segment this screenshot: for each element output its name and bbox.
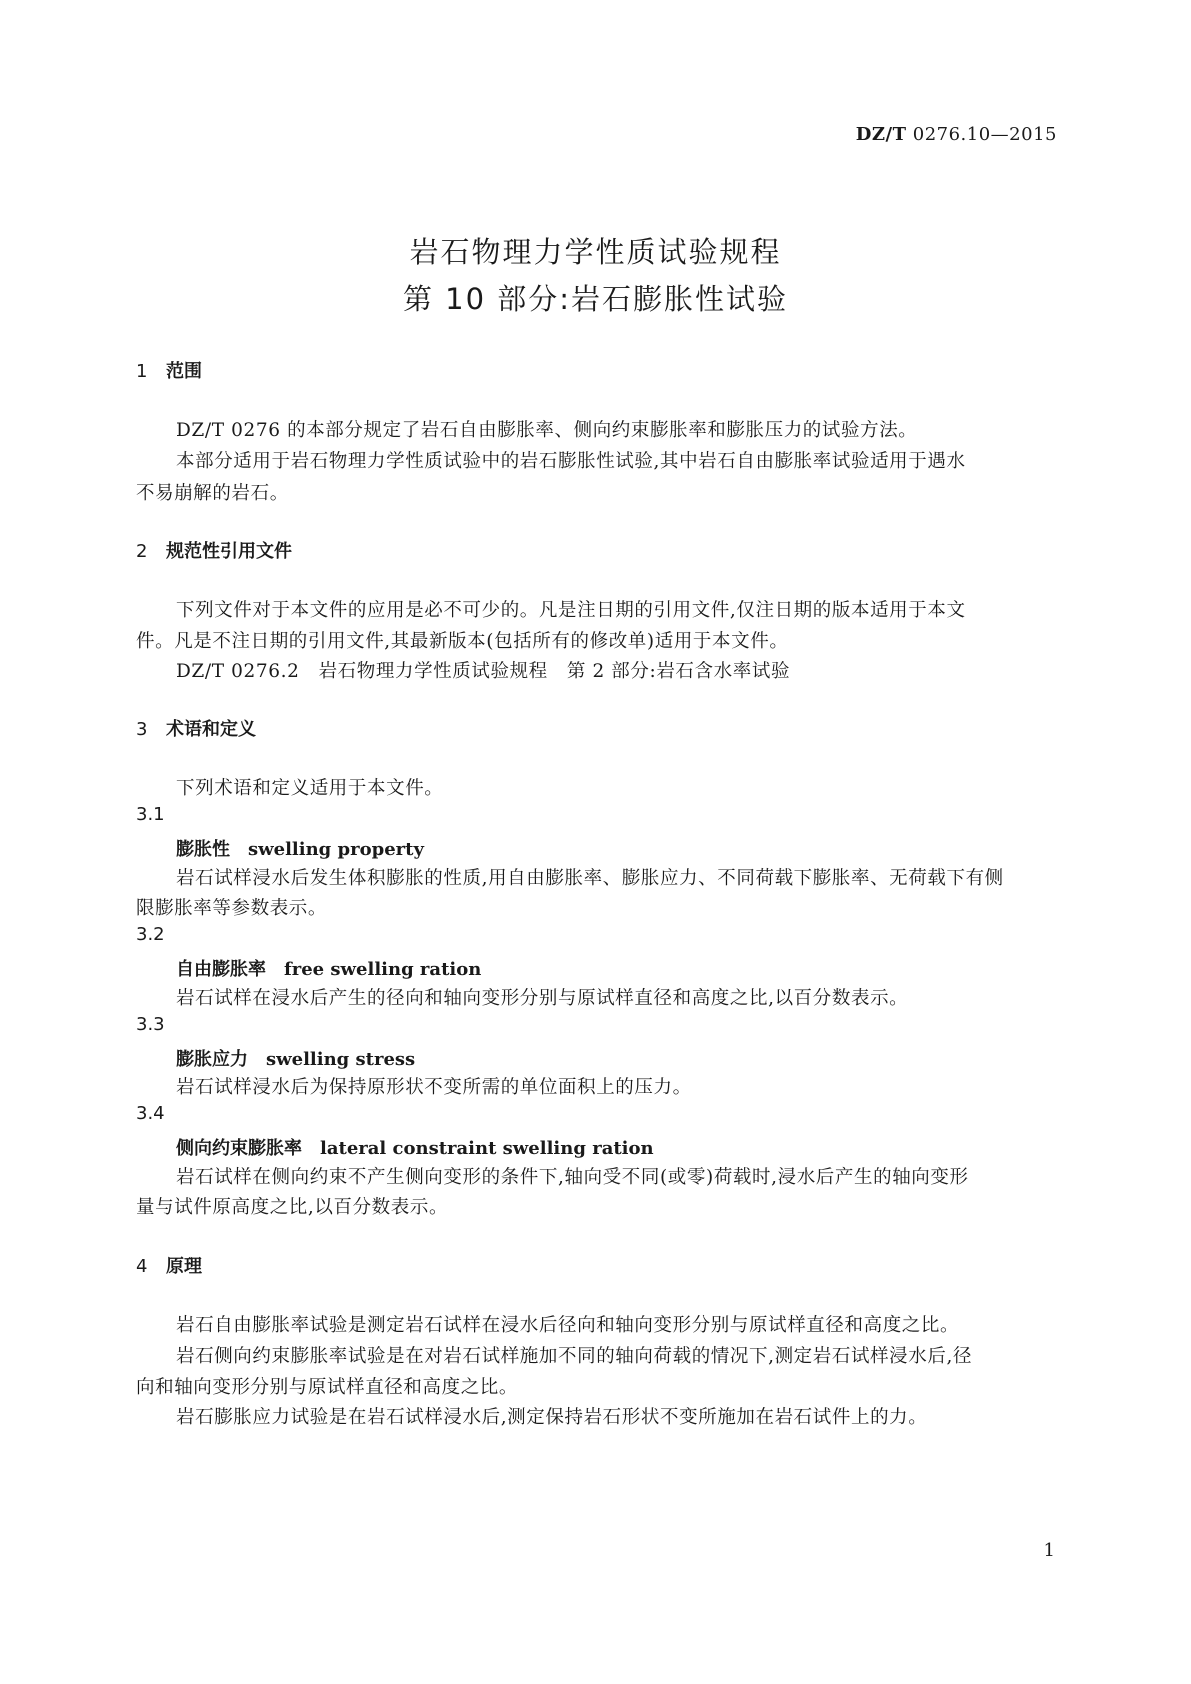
s4-paragraph-2b: 向和轴向变形分别与原试样直径和高度之比。 (136, 1377, 519, 1398)
s2-normative-reference: DZ/T 0276.2 岩石物理力学性质试验规程 第 2 部分:岩石含水率试验 (176, 661, 791, 682)
section-title: 范围 (166, 361, 202, 382)
doc-title-line2: 第 10 部分:岩石膨胀性试验 (402, 282, 789, 316)
standard-code-prefix: DZ/T (855, 124, 907, 145)
s3-intro: 下列术语和定义适用于本文件。 (176, 778, 444, 799)
section-3-heading (136, 715, 256, 741)
term-3-4-definition-a: 岩石试样在侧向约束不产生侧向变形的条件下,轴向受不同(或零)荷载时,浸水后产生的轴向变形 (176, 1167, 969, 1188)
term-3-1-definition-a: 岩石试样浸水后发生体积膨胀的性质,用自由膨胀率、膨胀应力、不同荷载下膨胀率、无荷载下有侧 (176, 868, 1004, 889)
s1-paragraph-2b: 不易崩解的岩石。 (136, 483, 289, 504)
term-en: free swelling ration (284, 959, 482, 980)
term-en: swelling property (248, 839, 424, 860)
term-3-2-definition: 岩石试样在浸水后产生的径向和轴向变形分别与原试样直径和高度之比,以百分数表示。 (176, 988, 909, 1009)
term-3-3-definition: 岩石试样浸水后为保持原形状不变所需的单位面积上的压力。 (176, 1077, 692, 1098)
term-3-4-number: 3.4 (136, 1103, 165, 1124)
term-cn: 自由膨胀率 (176, 959, 266, 980)
section-2-heading (136, 537, 292, 563)
s1-paragraph-1: DZ/T 0276 的本部分规定了岩石自由膨胀率、侧向约束膨胀率和膨胀压力的试验方法。 (176, 420, 918, 441)
term-3-1 (176, 835, 424, 861)
section-title: 术语和定义 (166, 719, 256, 740)
section-1-heading (136, 357, 202, 383)
s2-paragraph-1a: 下列文件对于本文件的应用是必不可少的。凡是注日期的引用文件,仅注日期的版本适用于本文 (176, 600, 966, 621)
term-cn: 膨胀应力 (176, 1049, 248, 1070)
term-3-4-definition-b: 量与试件原高度之比,以百分数表示。 (136, 1197, 449, 1218)
term-3-2-number: 3.2 (136, 924, 165, 945)
term-cn: 膨胀性 (176, 839, 230, 860)
doc-title-line1: 岩石物理力学性质试验规程 (409, 235, 782, 269)
standard-code-number: 0276.10—2015 (912, 124, 1057, 145)
section-number: 3 (136, 719, 148, 740)
section-title: 原理 (166, 1256, 202, 1277)
s4-paragraph-1: 岩石自由膨胀率试验是测定岩石试样在浸水后径向和轴向变形分别与原试样直径和高度之比。 (176, 1315, 960, 1336)
term-3-3-number: 3.3 (136, 1014, 165, 1035)
section-title: 规范性引用文件 (166, 541, 292, 562)
term-en: swelling stress (266, 1049, 416, 1070)
section-number: 4 (136, 1256, 148, 1277)
term-3-4 (176, 1134, 654, 1160)
term-cn: 侧向约束膨胀率 (176, 1138, 302, 1159)
term-3-2 (176, 955, 481, 981)
term-3-1-definition-b: 限膨胀率等参数表示。 (136, 898, 328, 919)
s4-paragraph-2a: 岩石侧向约束膨胀率试验是在对岩石试样施加不同的轴向荷载的情况下,测定岩石试样浸水后,径 (176, 1346, 973, 1367)
section-4-heading (136, 1252, 202, 1278)
s4-paragraph-3: 岩石膨胀应力试验是在岩石试样浸水后,测定保持岩石形状不变所施加在岩石试件上的力。 (176, 1407, 928, 1428)
section-number: 2 (136, 541, 148, 562)
s1-paragraph-2a: 本部分适用于岩石物理力学性质试验中的岩石膨胀性试验,其中岩石自由膨胀率试验适用于遇水 (176, 451, 966, 472)
term-3-1-number: 3.1 (136, 804, 165, 825)
s2-paragraph-1b: 件。凡是不注日期的引用文件,其最新版本(包括所有的修改单)适用于本文件。 (136, 631, 789, 652)
standard-code (856, 124, 1057, 145)
term-3-3 (176, 1045, 415, 1071)
section-number: 1 (136, 361, 148, 382)
page-number: 1 (1043, 1540, 1055, 1561)
term-en: lateral constraint swelling ration (320, 1138, 654, 1159)
